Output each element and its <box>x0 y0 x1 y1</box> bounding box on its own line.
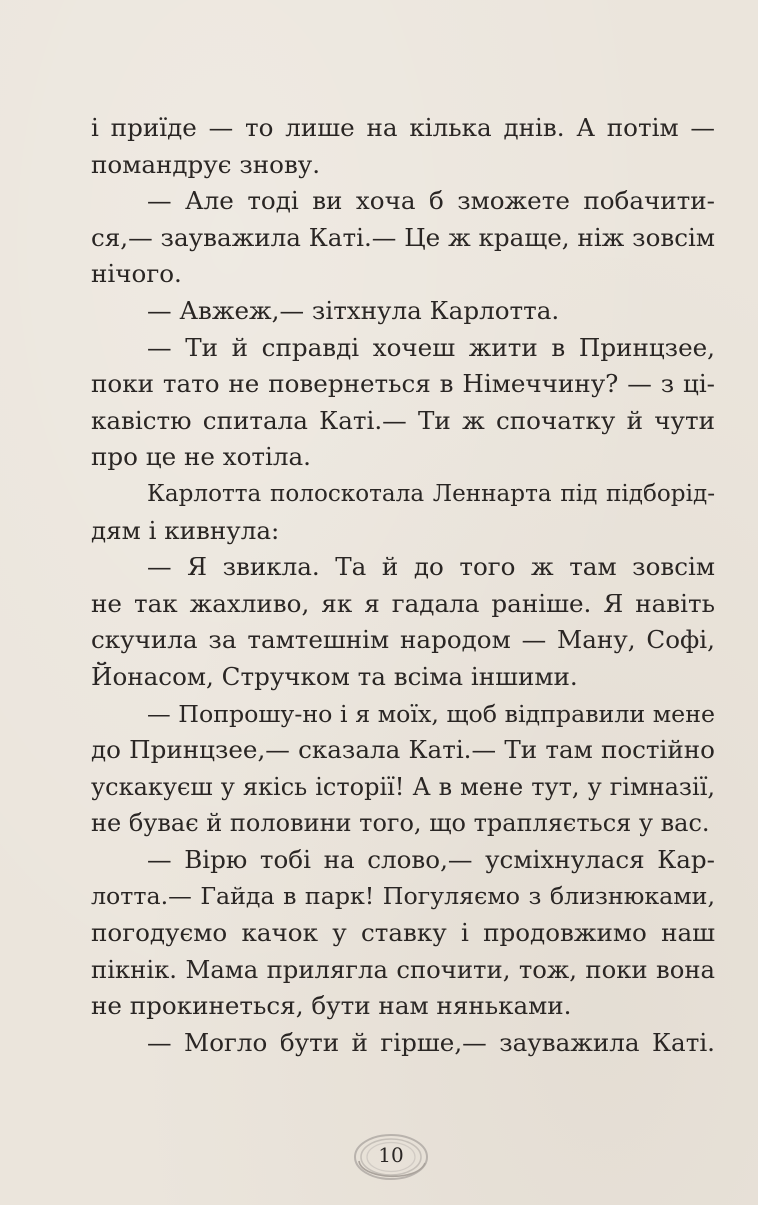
page-number-ornament <box>351 1127 431 1187</box>
text-line: — Я звикла. Та й до того ж там зовсім <box>147 552 715 582</box>
text-line: Йонасом, Стручком та всіма іншими. <box>91 661 578 691</box>
body-text <box>91 110 715 1061</box>
text-line: пікнік. Мама прилягла спочити, тож, поки вона <box>91 954 715 984</box>
text-line: нічого. <box>91 259 182 289</box>
text-line: — Ти й справді хочеш жити в Принцзее, <box>147 332 715 362</box>
text-line: не так жахливо, як я гадала раніше. Я навіть <box>91 588 715 618</box>
text-line: скучила за тамтешнім народом — Ману, Софі, <box>91 625 715 655</box>
text-line: — Вірю тобі на слово,— усміхнулася Кар- <box>147 844 715 874</box>
text-line: до Принцзее,— сказала Каті.— Ти там постійно <box>91 735 715 765</box>
text-line: не прокинеться, бути нам няньками. <box>91 991 572 1021</box>
page-number: 10 <box>378 1143 404 1167</box>
text-line: про це не хотіла. <box>91 442 311 472</box>
text-line: помандрує знову. <box>91 149 321 179</box>
text-line: не буває й половини того, що трапляється у вас. <box>91 809 710 838</box>
text-line: — Могло бути й гірше,— зауважила Каті. <box>147 1027 715 1057</box>
text-line: і приїде — то лише на кілька днів. А потім — <box>91 113 715 142</box>
text-line: погодуємо качок у ставку і продовжимо наш <box>91 918 715 948</box>
text-line: — Але тоді ви хоча б зможете побачити- <box>147 186 715 216</box>
text-line: ся,— зауважила Каті.— Це ж краще, ніж зовсім <box>91 222 715 252</box>
text-line: ускакуєш у якісь історії! А в мене тут, у гімназії, <box>91 772 715 801</box>
text-line: кавістю спитала Каті.— Ти ж спочатку й чути <box>91 405 715 435</box>
text-line: — Авжеж,— зітхнула Карлотта. <box>147 295 560 325</box>
text-line: — Попрошу-но і я моїх, щоб відправили мене <box>147 699 715 728</box>
text-line: поки тато не повернеться в Німеччину? — з ці- <box>91 369 715 399</box>
text-line: дям і кивнула: <box>91 515 280 545</box>
text-line: лотта.— Гайда в парк! Погуляємо з близнюками, <box>91 882 715 911</box>
text-line: Карлотта полоскотала Леннарта під підборід- <box>147 480 715 507</box>
